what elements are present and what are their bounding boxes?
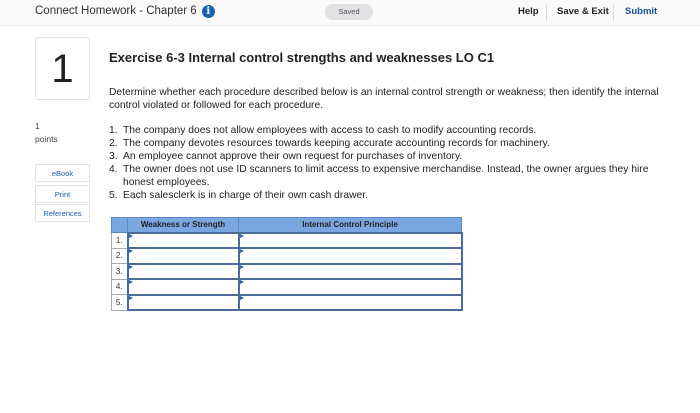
row-number: 2. xyxy=(112,248,128,264)
weakness-strength-dropdown[interactable] xyxy=(128,295,239,311)
row-number: 4. xyxy=(112,279,128,295)
row-number: 1. xyxy=(112,233,128,249)
table-row xyxy=(112,295,462,311)
control-principle-dropdown[interactable] xyxy=(239,233,462,249)
weakness-strength-dropdown[interactable] xyxy=(128,248,239,264)
procedure-list xyxy=(109,124,669,202)
print-button[interactable]: Print xyxy=(35,185,90,203)
list-item: 1. The company does not allow employees with access to cash to modify accounting records. xyxy=(109,125,537,136)
control-principle-dropdown[interactable] xyxy=(239,264,462,280)
divider xyxy=(613,4,614,21)
header-control-principle: Internal Control Principle xyxy=(239,218,462,233)
references-button[interactable]: References xyxy=(35,204,90,222)
row-number: 3. xyxy=(112,264,128,280)
weakness-strength-dropdown[interactable] xyxy=(128,264,239,280)
table-row xyxy=(112,279,462,295)
table-row xyxy=(112,233,462,249)
table-header xyxy=(112,218,462,233)
control-principle-dropdown[interactable] xyxy=(239,295,462,311)
top-bar xyxy=(0,0,700,26)
table-row xyxy=(112,264,462,280)
exercise-description: Determine whether each procedure described below is an internal control strength or weakness; then identify the internal control violated or followed for each procedure. xyxy=(109,87,659,111)
assignment-title: Connect Homework - Chapter 6 i xyxy=(35,5,215,18)
list-item: 4. The owner does not use ID scanners to limit access to expensive merchandise. Instead, the owner argues they hire honest employees. xyxy=(109,164,649,188)
save-exit-button[interactable]: Save & Exit xyxy=(557,6,609,17)
table-row xyxy=(112,248,462,264)
question-number: 1 xyxy=(35,37,90,100)
control-principle-dropdown[interactable] xyxy=(239,248,462,264)
submit-button[interactable]: Submit xyxy=(625,6,658,17)
divider xyxy=(546,4,547,21)
header-weakness-strength: Weakness or Strength xyxy=(128,218,239,233)
row-number: 5. xyxy=(112,295,128,311)
weakness-strength-dropdown[interactable] xyxy=(128,233,239,249)
weakness-strength-dropdown[interactable] xyxy=(128,279,239,295)
help-button[interactable]: Help xyxy=(518,6,539,17)
exercise-title: Exercise 6-3 Internal control strengths and weaknesses LO C1 xyxy=(109,50,495,65)
list-item: 2. The company devotes resources towards keeping accurate accounting records for machinery. xyxy=(109,138,550,149)
control-principle-dropdown[interactable] xyxy=(239,279,462,295)
answer-table xyxy=(111,217,463,311)
list-item: 5. Each salesclerk is in charge of their own cash drawer. xyxy=(109,190,368,201)
points: 1 points xyxy=(35,121,58,144)
list-item: 3. An employee cannot approve their own request for purchases of inventory. xyxy=(109,151,463,162)
ebook-button[interactable]: eBook xyxy=(35,164,90,182)
header-blank xyxy=(112,218,128,233)
saved-status: Saved xyxy=(325,4,373,20)
info-icon[interactable]: i xyxy=(202,5,215,18)
